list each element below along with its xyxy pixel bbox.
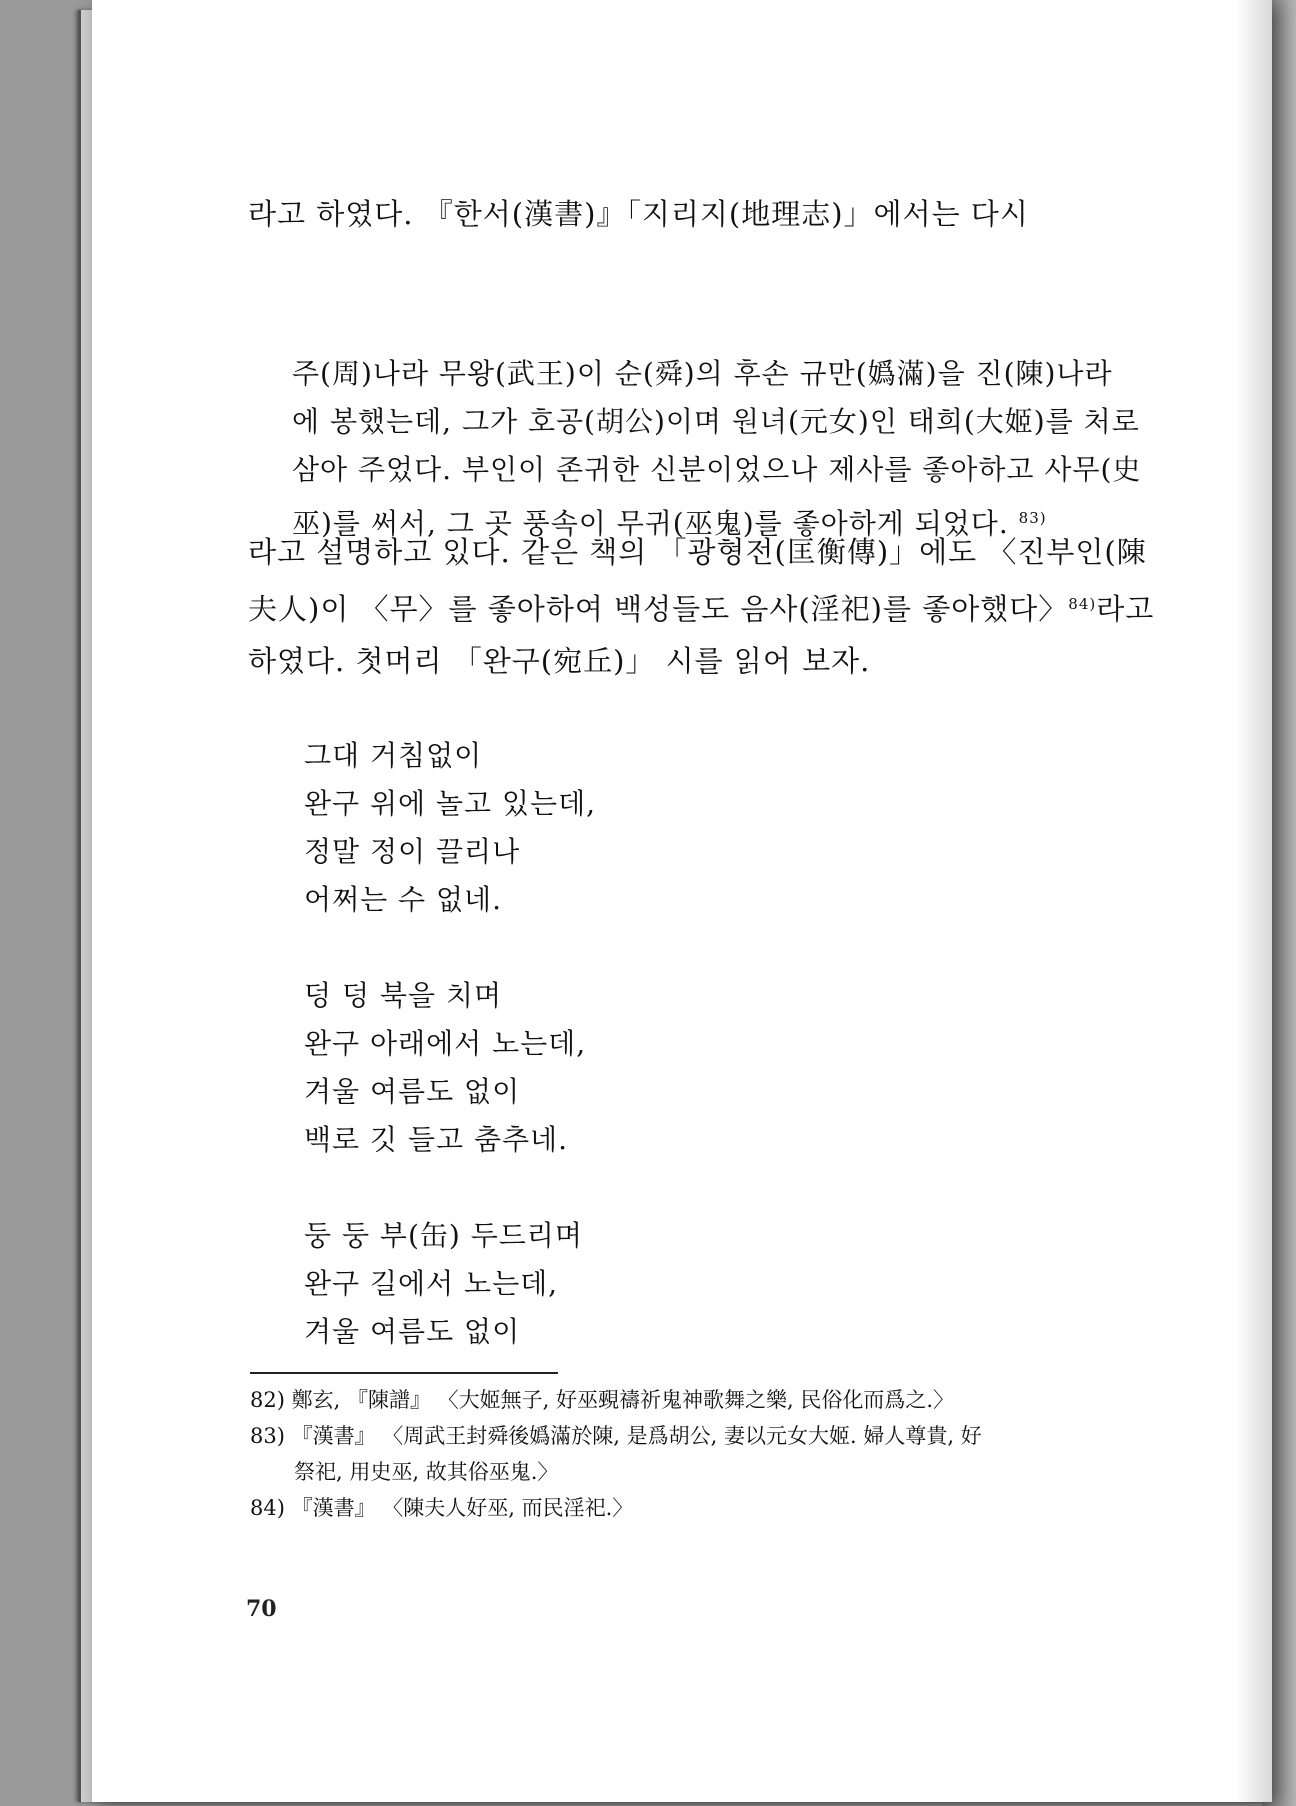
footnote-divider <box>250 1372 558 1374</box>
poem-line: 겨울 여름도 없이 <box>304 1075 521 1108</box>
poem-line: 백로 깃 들고 춤추네. <box>304 1123 568 1156</box>
paragraph-main <box>248 526 1168 687</box>
footnote-83-cont: 祭祀, 用史巫, 故其俗巫鬼.〉 <box>294 1460 559 1484</box>
footnote-ref-84[interactable]: 84) <box>1068 595 1097 613</box>
paragraph-line: 夫人)이 〈무〉를 좋아하여 백성들도 음사(淫祀)를 좋아했다〉$^{84)}$라고 <box>248 592 1155 626</box>
paragraph-line: 하였다. 첫머리 「완구(宛丘)」 시를 읽어 보자. <box>248 644 871 678</box>
footnote-ref-83[interactable]: 83) <box>1018 509 1047 527</box>
poem-stanza-2 <box>304 972 804 1164</box>
poem-line: 정말 정이 끌리나 <box>304 835 521 868</box>
footnote-82: 82) 鄭玄, 『陳譜』 〈大姬無子, 好巫覡禱祈鬼神歌舞之樂, 民俗化而爲之.〉 <box>250 1388 954 1412</box>
poem-stanza-1 <box>304 732 804 924</box>
poem-line: 덩 덩 북을 치며 <box>304 979 502 1012</box>
footnotes <box>250 1382 1150 1526</box>
quote-line: 에 봉했는데, 그가 호공(胡公)이며 원녀(元女)인 태희(大姬)를 처로 <box>292 405 1140 438</box>
footnote-83: 83) 『漢書』 〈周武王封舜後嬀滿於陳, 是爲胡公, 妻以元女大姬. 婦人尊貴, 好 <box>250 1424 982 1448</box>
poem-line: 완구 길에서 노는데, <box>304 1267 559 1300</box>
poem <box>304 732 804 1404</box>
poem-line: 겨울 여름도 없이 <box>304 1315 521 1348</box>
paragraph-line: 라고 설명하고 있다. 같은 책의 「광형전(匡衡傳)」에도 〈진부인(陳 <box>248 535 1147 569</box>
page-number: 70 <box>246 1596 277 1622</box>
poem-line: 어쩌는 수 없네. <box>304 883 502 916</box>
quote-line: 巫)를 써서, 그 곳 풍속이 무귀(巫鬼)를 좋아하게 되었다. $^{83)}$ <box>292 507 1047 540</box>
poem-line: 그대 거침없이 <box>304 739 483 772</box>
poem-stanza-3 <box>304 1212 804 1356</box>
quote-line: 주(周)나라 무왕(武王)이 순(舜)의 후손 규만(嬀滿)을 진(陳)나라 <box>292 357 1113 390</box>
footnote-84: 84) 『漢書』 〈陳夫人好巫, 而民淫祀.〉 <box>250 1496 634 1520</box>
quote-line: 삼아 주었다. 부인이 존귀한 신분이었으나 제사를 좋아하고 사무(史 <box>292 453 1142 486</box>
paragraph-intro: 라고 하였다. 『한서(漢書)』「지리지(地理志)」에서는 다시 <box>248 197 1029 231</box>
poem-line: 완구 위에 놀고 있는데, <box>304 787 597 820</box>
poem-line: 완구 아래에서 노는데, <box>304 1027 587 1060</box>
poem-line: 둥 둥 부(缶) 두드리며 <box>304 1219 583 1252</box>
page-edge <box>1236 0 1272 1802</box>
block-quote <box>292 350 1162 548</box>
